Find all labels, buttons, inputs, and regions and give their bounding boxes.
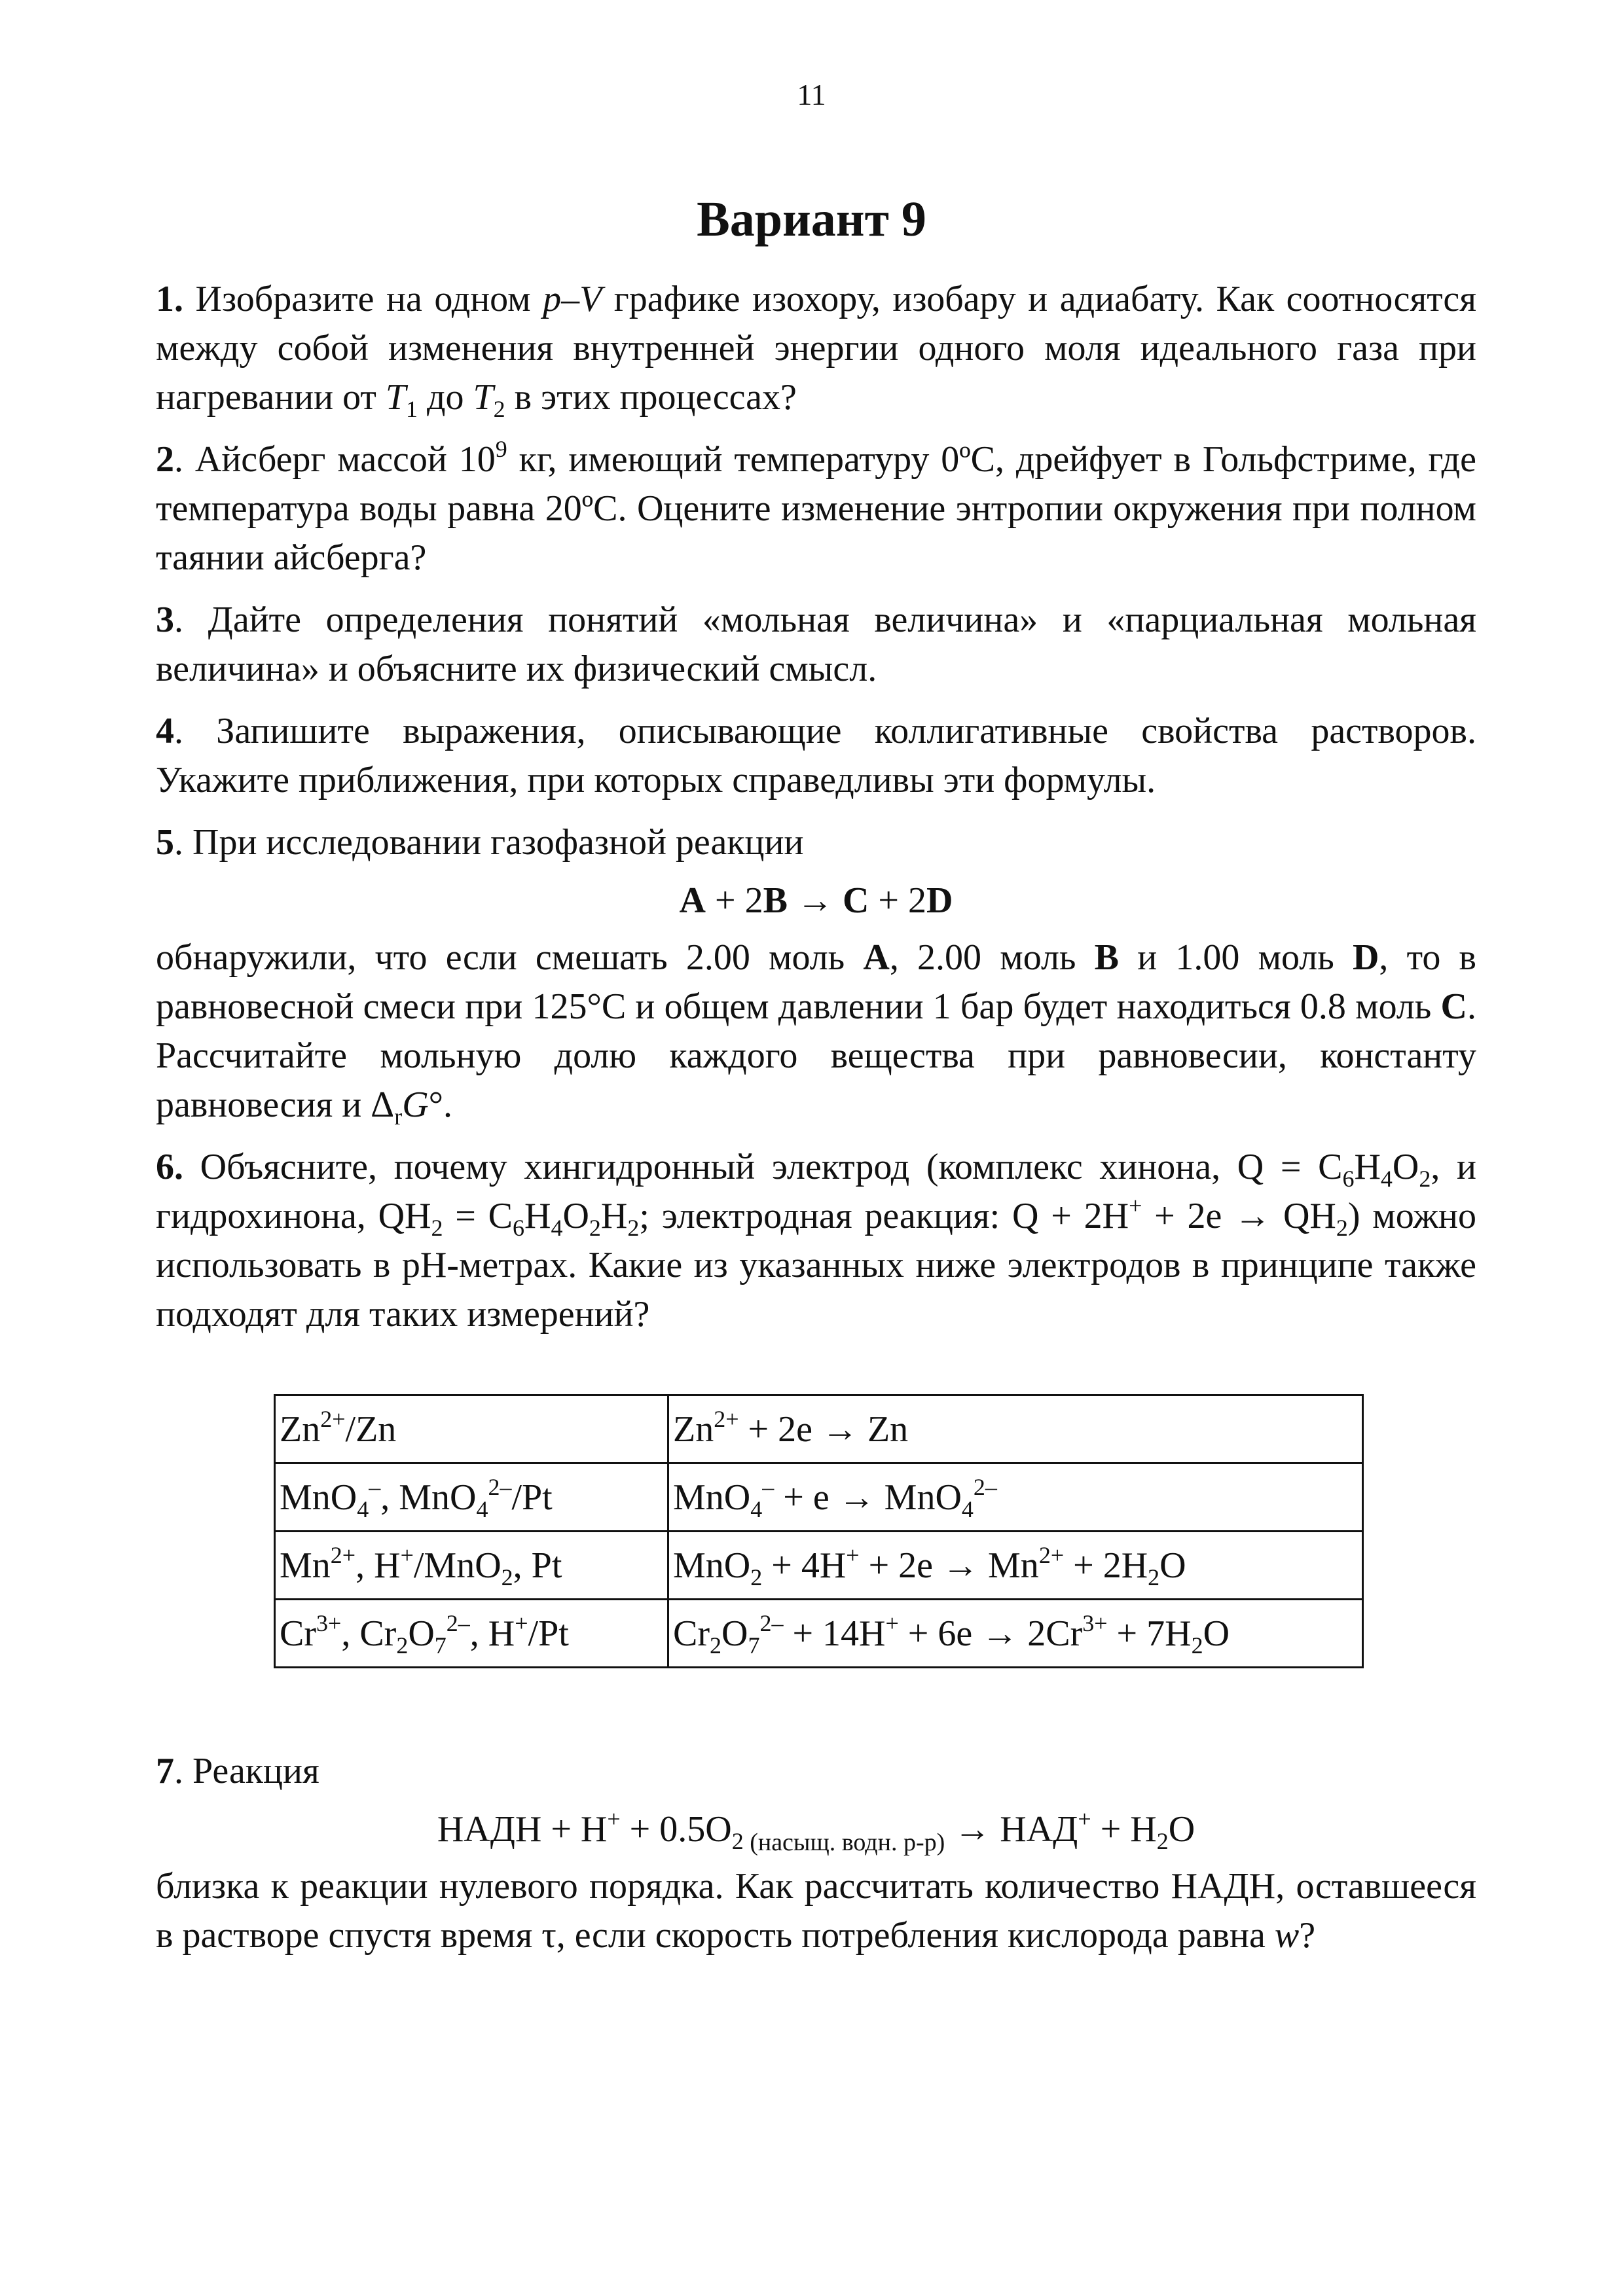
species-c: C <box>1440 986 1467 1027</box>
var-v: V <box>579 279 602 319</box>
text: . Запишите выражения, описывающие коллигативные свойства растворов. Укажите приближения, при которых справедливы эти формулы. <box>156 711 1476 800</box>
electrode-cell: $Mn^{2+}$, H+/MnO$_2$, Pt <box>275 1532 668 1600</box>
subscript: 2 <box>431 1215 443 1241</box>
subscript: r <box>394 1103 403 1130</box>
page-number: 11 <box>797 78 826 111</box>
species-a: A <box>863 937 890 978</box>
document-body <box>156 275 1476 1973</box>
question-4 <box>156 707 1476 805</box>
text: Изобразите на одном <box>183 279 543 319</box>
question-number: 5 <box>156 822 174 863</box>
subscript: 2 <box>1156 1828 1169 1854</box>
text: НАДН + H <box>437 1809 608 1850</box>
text: . Айсберг массой 10 <box>174 439 496 480</box>
superscript: + <box>607 1806 621 1832</box>
text: близка к реакции нулевого порядка. Как рассчитать количество НАДН, оставшееся в растворе спустя время τ, если скорость потребления кислорода равна <box>156 1866 1476 1956</box>
question-7-body <box>156 1862 1476 1960</box>
text: + H <box>1091 1809 1157 1850</box>
subscript: 4 <box>551 1215 563 1241</box>
dash: – <box>561 279 580 319</box>
text: ? <box>1299 1915 1316 1956</box>
subscript: 6 <box>512 1215 524 1241</box>
text: , то в равновесной смеси при 125°C и общем давлении 1 бар будет находиться 0.8 моль <box>156 937 1476 1027</box>
text: ; электродная реакция: Q + 2H <box>639 1196 1129 1236</box>
electrode-cell: $Cr^{3+}$, $Cr_2O_7^{2-}$, H+/Pt <box>275 1600 668 1668</box>
question-1 <box>156 275 1476 422</box>
text: . Рассчитайте мольную долю каждого вещества при равновесии, константу равновесия и Δ <box>156 986 1476 1125</box>
text: + 2e → QH <box>1142 1196 1336 1236</box>
subscript: 4 <box>1380 1166 1393 1192</box>
species-d: D <box>1352 937 1379 978</box>
arrow: → <box>787 880 843 921</box>
text: O <box>562 1196 589 1236</box>
reaction-cell: MnO$_4$– + e → MnO$_4^{2-}$ <box>668 1463 1363 1532</box>
text: + 2 <box>706 880 763 921</box>
species-c: C <box>842 880 869 921</box>
species-b: B <box>1094 937 1120 978</box>
table-row <box>275 1600 1363 1668</box>
subscript: 2 <box>731 1828 744 1854</box>
var-p: p <box>543 279 562 319</box>
text: H <box>524 1196 551 1236</box>
question-number: 7 <box>156 1751 174 1791</box>
reaction-cell: $MnO_2 + 4H^+ + 2e \to Mn^{2+} + 2H_2O$ <box>668 1532 1363 1600</box>
species-d: D <box>926 880 953 921</box>
reaction-cell: $Cr_2O_7^{2-} + 14H^+ + 6e \to 2Cr^{3+} + 7H_2O$ <box>668 1600 1363 1668</box>
text: ) можно использовать в pH-метрах. Какие из указанных ниже электродов в принципе также подходят для таких измерений? <box>156 1196 1476 1335</box>
condition-label: (насыщ. водн. р-р) <box>743 1829 945 1856</box>
text: → НАД <box>945 1809 1078 1850</box>
text: , 2.00 моль <box>889 937 1095 978</box>
electrode-cell: $Zn^{2+}/Zn$ <box>275 1395 668 1463</box>
text: O <box>1168 1809 1195 1850</box>
text: , и гидрохинона, QH <box>156 1147 1477 1236</box>
question-3 <box>156 596 1476 694</box>
text: кг, имеющий температуру 0ºС, дрейфует в Гольфстриме, где температура воды равна 20ºС. Оцените изменение энтропии окружения при полном таянии айсберга? <box>156 439 1476 578</box>
text: и 1.00 моль <box>1119 937 1353 978</box>
subscript: 2 <box>627 1215 640 1241</box>
text: O <box>1392 1147 1419 1187</box>
text: до <box>418 377 473 418</box>
question-5-intro <box>156 818 1476 867</box>
question-number: 6. <box>156 1147 183 1187</box>
question-7-intro <box>156 1747 1476 1796</box>
subscript: 2 <box>589 1215 601 1241</box>
var-g: G <box>402 1085 429 1125</box>
text: графике изохору, изобару и адиабату. Как соотносятся между собой изменения внутренней энергии одного моля идеального газа при нагревании от <box>156 279 1476 418</box>
table-row <box>275 1395 1363 1463</box>
subscript: 1 <box>406 396 418 422</box>
superscript: + <box>1129 1193 1142 1219</box>
table-row <box>275 1463 1363 1532</box>
reaction-cell: $Zn^{2+} + 2e \to Zn$ <box>668 1395 1363 1463</box>
var-t: T <box>385 377 407 418</box>
question-number: 4 <box>156 711 174 751</box>
subscript: 6 <box>1342 1166 1355 1192</box>
text: . Реакция <box>174 1751 319 1791</box>
subscript: 2 <box>1336 1215 1348 1241</box>
text: в этих процессах? <box>505 377 797 418</box>
text: H <box>600 1196 628 1236</box>
text: . При исследовании газофазной реакции <box>174 822 804 863</box>
text: + 0.5O <box>620 1809 732 1850</box>
text: = C <box>443 1196 513 1236</box>
question-6 <box>156 1143 1476 1339</box>
question-number: 1. <box>156 279 183 319</box>
subscript: 2 <box>493 396 505 422</box>
text: . Дайте определения понятий «мольная величина» и «парциальная мольная величина» и объясните их физический смысл. <box>156 600 1476 689</box>
superscript: 9 <box>495 436 507 462</box>
text: обнаружили, что если смешать 2.00 моль <box>156 937 864 978</box>
electrode-cell: MnO$_4$–, MnO$_4^{2-}$/Pt <box>275 1463 668 1532</box>
text: + 2 <box>869 880 926 921</box>
var-t: T <box>473 377 494 418</box>
subscript: 2 <box>1419 1166 1431 1192</box>
question-5-body <box>156 933 1476 1130</box>
page-title: Вариант 9 <box>697 192 926 247</box>
species-b: B <box>763 880 788 921</box>
superscript: + <box>1078 1806 1091 1832</box>
text: Объясните, почему хингидронный электрод (комплекс хинона, Q = C <box>183 1147 1343 1187</box>
electrodes-table <box>274 1394 1364 1668</box>
var-w: w <box>1274 1915 1300 1956</box>
question-2 <box>156 435 1476 583</box>
question-number: 2 <box>156 439 174 480</box>
table-row <box>275 1532 1363 1600</box>
text: H <box>1354 1147 1381 1187</box>
reaction-equation <box>156 876 1476 925</box>
nadh-reaction-equation <box>156 1805 1476 1854</box>
species-a: A <box>679 880 706 921</box>
question-number: 3 <box>156 600 174 640</box>
text: °. <box>428 1085 453 1125</box>
